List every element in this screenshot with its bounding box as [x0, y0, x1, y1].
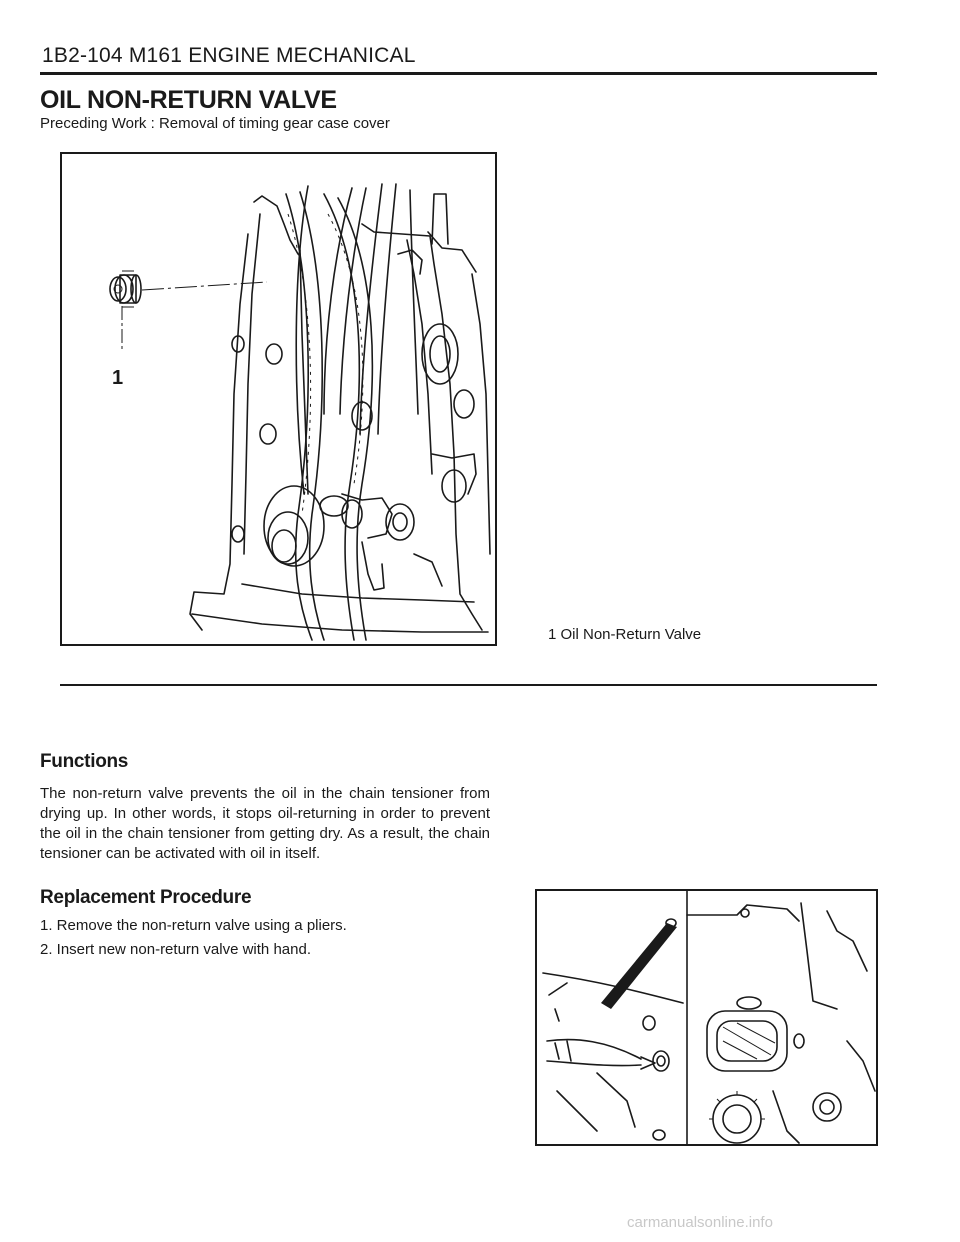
leader-line-horizontal [142, 282, 267, 290]
valve-in-housing [643, 1016, 669, 1140]
callout-number-1: 1 [112, 367, 124, 389]
watermark-text: carmanualsonline.info [627, 1214, 773, 1231]
housing-detail [687, 903, 875, 1143]
pliers-line-drawing [537, 891, 876, 1144]
page-header-title: 1B2-104 M161 ENGINE MECHANICAL [42, 44, 416, 67]
figure1-caption: 1 Oil Non-Return Valve [548, 626, 702, 643]
pointer-wedge [601, 923, 677, 1009]
replacement-step-2: 2. Insert new non-return valve with hand. [40, 941, 311, 958]
replacement-heading: Replacement Procedure [40, 887, 252, 908]
replacement-step-1: 1. Remove the non-return valve using a pliers. [40, 917, 347, 934]
functions-paragraph: The non-return valve prevents the oil in the chain tensioner from drying up. In other words, it stops oil-returning in order to prevent the oil in the chain tensioner from getting dry. As a result, the chain tensioner can be activated with oil in itself. [40, 785, 490, 862]
section-divider [60, 684, 877, 686]
preceding-work-note: Preceding Work : Removal of timing gear case cover [40, 115, 390, 132]
engine-line-drawing [62, 154, 495, 644]
non-return-valve-part [110, 271, 141, 307]
chain-links-right [328, 214, 363, 484]
figure-pliers-removal [535, 889, 878, 1146]
section-title: OIL NON-RETURN VALVE [40, 86, 337, 114]
replacement-steps [40, 917, 347, 965]
figure-engine-timing-chain [60, 152, 497, 646]
header-rule [40, 72, 877, 75]
functions-heading: Functions [40, 751, 129, 772]
